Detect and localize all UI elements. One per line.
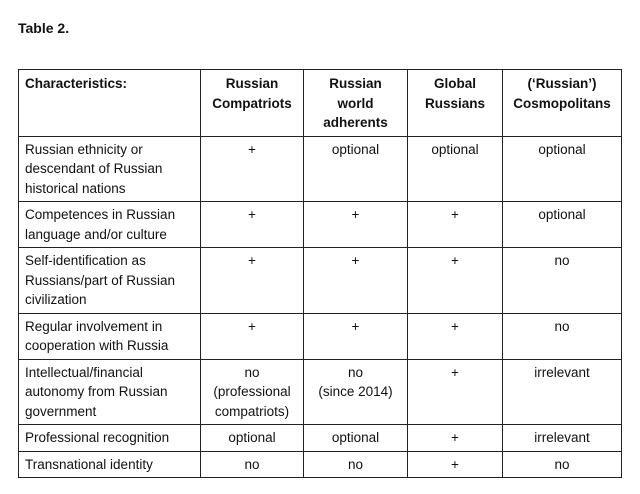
table-row	[19, 313, 622, 359]
table-cell: optional	[304, 136, 408, 202]
row-label: Self-identification as Russians/part of Russian civilization	[19, 248, 201, 314]
table-cell: optional	[201, 425, 304, 452]
table-cell: +	[201, 248, 304, 314]
table-cell: irrelevant	[503, 425, 622, 452]
table-header-row	[19, 70, 622, 137]
table-cell: irrelevant	[503, 359, 622, 425]
table-cell: +	[304, 248, 408, 314]
header-russian-cosmopolitans: (‘Russian’) Cosmopolitans	[503, 70, 622, 137]
row-label: Russian ethnicity or descendant of Russian historical nations	[19, 136, 201, 202]
table-row	[19, 359, 622, 425]
row-label: Professional recognition	[19, 425, 201, 452]
table-cell: +	[201, 136, 304, 202]
header-characteristics: Characteristics:	[19, 70, 201, 137]
table-cell: no	[503, 248, 622, 314]
table-cell: no	[503, 313, 622, 359]
table-cell: optional	[503, 136, 622, 202]
table-cell: +	[408, 248, 503, 314]
table-caption: Table 2.	[18, 20, 70, 36]
table-cell: optional	[408, 136, 503, 202]
row-label: Transnational identity	[19, 451, 201, 478]
table-cell: optional	[503, 202, 622, 248]
row-label: Regular involvement in cooperation with Russia	[19, 313, 201, 359]
header-russian-compatriots: Russian Compatriots	[201, 70, 304, 137]
table-cell: optional	[304, 425, 408, 452]
header-global-russians: Global Russians	[408, 70, 503, 137]
table-row	[19, 248, 622, 314]
table-cell: no	[304, 451, 408, 478]
table-cell: no	[503, 451, 622, 478]
table-cell: +	[408, 359, 503, 425]
table-cell: no	[201, 451, 304, 478]
table-cell: no (since 2014)	[304, 359, 408, 425]
header-russian-world-adherents: Russian world adherents	[304, 70, 408, 137]
row-label: Competences in Russian language and/or culture	[19, 202, 201, 248]
table-cell: +	[201, 313, 304, 359]
table-row	[19, 136, 622, 202]
table-row	[19, 202, 622, 248]
table-cell: +	[408, 202, 503, 248]
row-label: Intellectual/financial autonomy from Russian government	[19, 359, 201, 425]
table-cell: +	[408, 451, 503, 478]
table-cell: +	[304, 202, 408, 248]
table-cell: +	[408, 425, 503, 452]
table-cell: +	[201, 202, 304, 248]
table-row	[19, 451, 622, 478]
table-cell: no (professional compatriots)	[201, 359, 304, 425]
characteristics-table	[18, 69, 622, 478]
table-cell: +	[304, 313, 408, 359]
table-row	[19, 425, 622, 452]
table-cell: +	[408, 313, 503, 359]
